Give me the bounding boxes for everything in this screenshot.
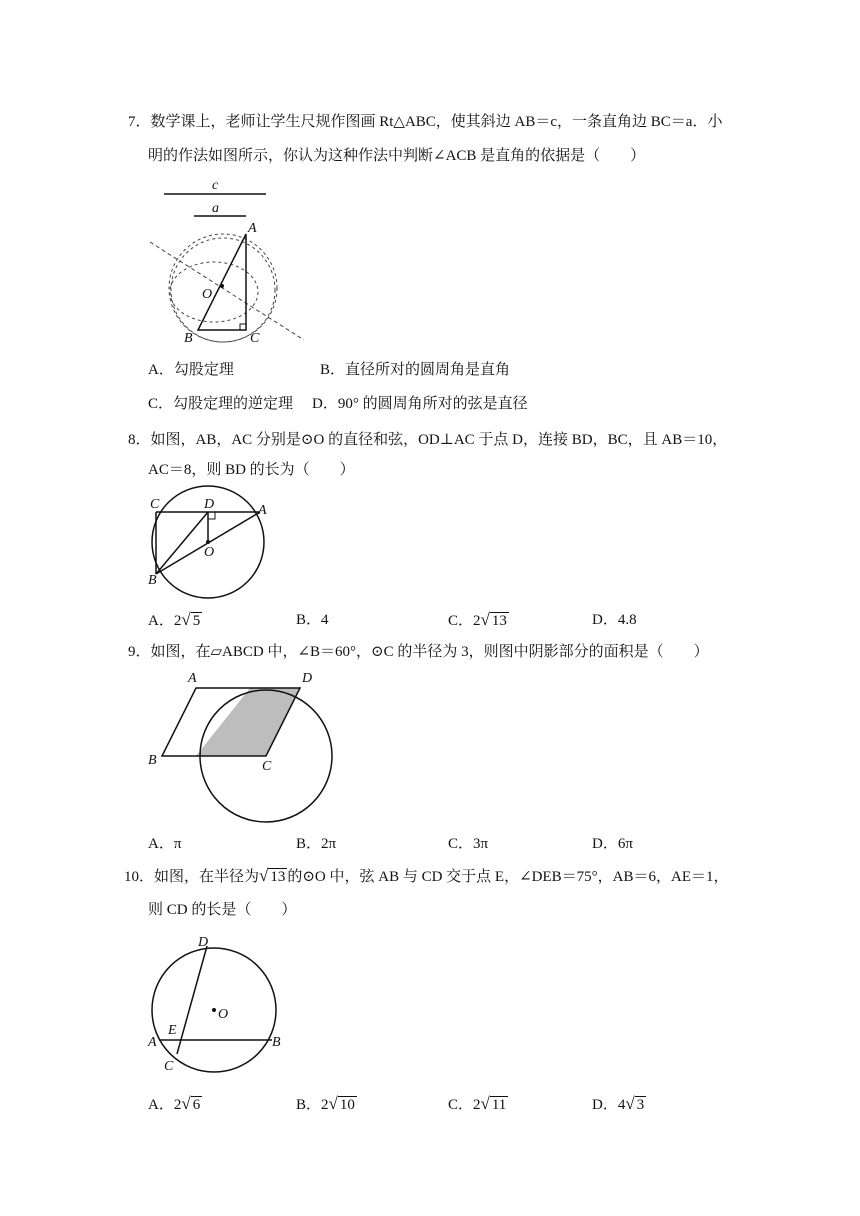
label-D: D	[204, 497, 215, 512]
point-o	[206, 540, 210, 544]
q8-option-c-prefix: C．2	[448, 613, 481, 629]
right-angle-mark	[208, 512, 215, 519]
label-B: B	[148, 753, 157, 768]
label-O: O	[204, 545, 215, 560]
point-o	[220, 284, 224, 288]
q7-option-d[interactable]: D．90° 的圆周角所对的弦是直径	[312, 396, 528, 412]
q8-option-a-prefix: A．2	[148, 613, 182, 629]
q10-figure	[144, 930, 304, 1080]
q7-option-b[interactable]: B．直径所对的圆周角是直角	[320, 362, 511, 378]
label-A: A	[148, 1035, 157, 1050]
q7-option-c[interactable]: C．勾股定理的逆定理	[148, 396, 294, 412]
label-C: C	[250, 331, 260, 346]
label-O: O	[202, 287, 213, 302]
q7-figure	[140, 172, 340, 346]
label-A: A	[248, 221, 257, 236]
q7-stem-line1: 7．数学课上，老师让学生尺规作图画 Rt△ABC，使其斜边 AB＝c，一条直角边 BC＝a．小	[128, 114, 723, 130]
segment-bd	[156, 512, 208, 574]
q9-option-b[interactable]: B．2π	[296, 836, 337, 852]
label-B: B	[184, 331, 193, 346]
dashed-circle-a	[171, 238, 275, 342]
q7-stem-line2: 明的作法如图所示，你认为这种作法中判断∠ACB 是直角的依据是（ ）	[148, 148, 646, 164]
label-a: a	[212, 201, 219, 216]
label-C: C	[262, 759, 272, 774]
label-O: O	[218, 1007, 229, 1022]
perpendicular-bisector	[150, 242, 304, 340]
chord-cd	[177, 946, 207, 1054]
q10-option-b-radicand: 10	[339, 1097, 355, 1113]
q10-stem-line1: 10．如图，在半径为√ 13 的⊙O 中，弦 AB 与 CD 交于点 E，∠DEB＝75°，AB＝6，AE＝1，	[124, 866, 729, 885]
point-o	[212, 1008, 216, 1012]
q9-option-c[interactable]: C．3π	[448, 836, 489, 852]
label-B: B	[148, 573, 157, 588]
q8-option-b[interactable]: B．4	[296, 612, 329, 628]
q8-stem-line1: 8．如图，AB，AC 分别是⊙O 的直径和弦，OD⊥AC 于点 D，连接 BD，BC，且 AB＝10，	[128, 432, 728, 448]
q9-option-a[interactable]: A．π	[148, 836, 182, 852]
q10-option-c-radicand: 11	[491, 1097, 507, 1113]
q7-option-a[interactable]: A．勾股定理	[148, 362, 234, 378]
label-E: E	[168, 1023, 177, 1038]
q8-option-a[interactable]: A．2√ 5	[148, 610, 201, 629]
q10-stem-radicand: 13	[270, 869, 286, 885]
q8-figure	[142, 490, 282, 600]
q9-stem-line1: 9．如图，在▱ABCD 中，∠B＝60°，⊙C 的半径为 3，则图中阴影部分的面积是（ ）	[128, 644, 709, 660]
q10-option-d-radicand: 3	[636, 1097, 645, 1113]
q10-option-c[interactable]: C．2√ 11	[448, 1094, 507, 1113]
label-A: A	[258, 503, 267, 518]
shaded-region	[196, 688, 300, 756]
q10-option-c-prefix: C．2	[448, 1097, 481, 1113]
q8-option-d[interactable]: D．4.8	[592, 612, 637, 628]
dashed-arc	[170, 262, 258, 322]
q10-option-a-prefix: A．2	[148, 1097, 182, 1113]
q10-option-d-prefix: D．4	[592, 1097, 626, 1113]
q8-option-c-radicand: 13	[491, 613, 507, 629]
label-B: B	[272, 1035, 281, 1050]
q10-stem-text-a: 10．如图，在半径为	[124, 869, 260, 885]
label-c: c	[212, 178, 219, 193]
label-C: C	[150, 497, 160, 512]
q8-option-c[interactable]: C．2√ 13	[448, 610, 507, 629]
q8-stem-line2: AC＝8，则 BD 的长为（ ）	[148, 462, 355, 478]
q10-option-b-prefix: B．2	[296, 1097, 329, 1113]
label-D: D	[198, 935, 209, 950]
q9-option-d[interactable]: D．6π	[592, 836, 633, 852]
q10-option-a-radicand: 6	[192, 1097, 201, 1113]
q10-option-d[interactable]: D．4√ 3	[592, 1094, 645, 1113]
label-C: C	[164, 1059, 174, 1074]
right-angle-mark	[240, 324, 246, 330]
q10-option-a[interactable]: A．2√ 6	[148, 1094, 201, 1113]
q10-option-b[interactable]: B．2√ 10	[296, 1094, 355, 1113]
label-D: D	[302, 671, 313, 686]
q10-stem-line2: 则 CD 的长是（ ）	[148, 902, 297, 918]
q8-option-a-radicand: 5	[192, 613, 201, 629]
label-A: A	[188, 671, 197, 686]
q9-figure	[146, 666, 346, 826]
triangle-abc	[198, 234, 246, 330]
q10-stem-text-b: 的⊙O 中，弦 AB 与 CD 交于点 E，∠DEB＝75°，AB＝6，AE＝1，	[287, 869, 729, 885]
